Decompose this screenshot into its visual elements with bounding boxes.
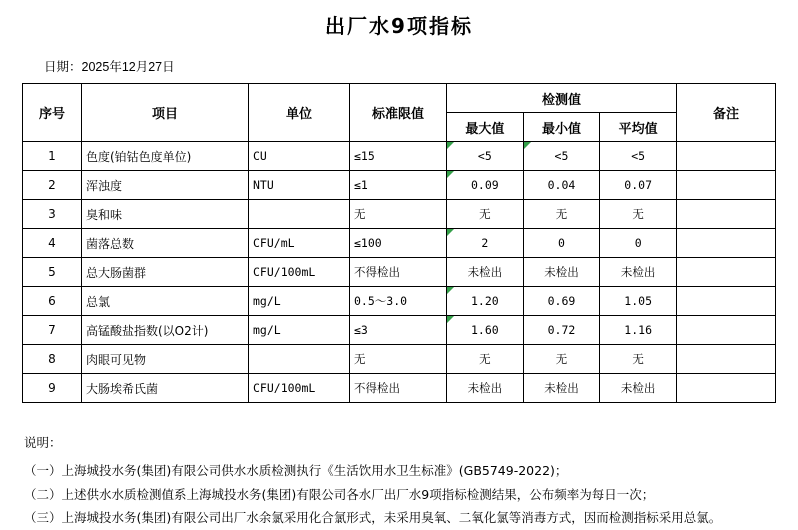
page-title: 出厂水9项指标 [325,14,473,38]
cell-avg: 无 [600,200,677,229]
cell-item: 色度(铂钴色度单位) [82,142,249,171]
cell-avg: 1.16 [600,316,677,345]
cell-min: 未检出 [523,374,600,403]
table-row [23,345,776,374]
cell-avg: 0 [600,229,677,258]
table-head [23,84,776,142]
cell-seq: 4 [23,229,82,258]
cell-seq: 3 [23,200,82,229]
indicators-table-wrapper [22,83,776,403]
cell-min: 0.69 [523,287,600,316]
cell-min: 0.72 [523,316,600,345]
cell-note [677,316,776,345]
cell-max: <5 [447,142,524,171]
indicators-table [22,83,776,403]
cell-min: <5 [523,142,600,171]
cell-item: 总大肠菌群 [82,258,249,287]
header-max: 最大值 [447,113,524,142]
table-body [23,142,776,403]
cell-limit: ≤1 [350,171,447,200]
cell-note [677,345,776,374]
cell-limit: 不得检出 [350,258,447,287]
table-header-row-1 [23,84,776,113]
cell-note [677,229,776,258]
header-limit: 标准限值 [350,84,447,142]
report-date-value: 2025年12月27日 [81,60,175,74]
cell-item: 臭和味 [82,200,249,229]
cell-limit: ≤15 [350,142,447,171]
notes-title: 说明： [24,435,62,450]
table-row [23,171,776,200]
cell-avg: 1.05 [600,287,677,316]
header-avg: 平均值 [600,113,677,142]
cell-limit: 0.5～3.0 [350,287,447,316]
cell-seq: 8 [23,345,82,374]
cell-max: 1.20 [447,287,524,316]
cell-avg: <5 [600,142,677,171]
table-row [23,229,776,258]
cell-max: 1.60 [447,316,524,345]
cell-note [677,171,776,200]
table-row [23,258,776,287]
cell-limit: 无 [350,200,447,229]
cell-unit: CFU/100mL [249,374,350,403]
cell-avg: 0.07 [600,171,677,200]
cell-limit: ≤3 [350,316,447,345]
header-note: 备注 [677,84,776,142]
header-item: 项目 [82,84,249,142]
cell-max: 0.09 [447,171,524,200]
table-row [23,374,776,403]
cell-min: 无 [523,200,600,229]
header-unit: 单位 [249,84,350,142]
cell-min: 0.04 [523,171,600,200]
notes-section [24,431,798,530]
cell-unit [249,345,350,374]
cell-limit: 不得检出 [350,374,447,403]
cell-max: 未检出 [447,258,524,287]
table-row [23,200,776,229]
cell-item: 高锰酸盐指数(以O2计) [82,316,249,345]
cell-max: 无 [447,345,524,374]
cell-note [677,258,776,287]
cell-seq: 9 [23,374,82,403]
cell-seq: 1 [23,142,82,171]
table-row [23,287,776,316]
note-line: （二）上述供水水质检测值系上海城投水务(集团)有限公司各水厂出厂水9项指标检测结果，公布频率为每日一次； [24,486,655,502]
cell-unit: CFU/mL [249,229,350,258]
cell-min: 0 [523,229,600,258]
table-row [23,142,776,171]
cell-unit: NTU [249,171,350,200]
note-line: （三）上海城投水务(集团)有限公司出厂水余氯采用化合氯形式，未采用臭氧、二氧化氯等消毒方式，因而检测指标采用总氯。 [24,510,722,526]
cell-seq: 5 [23,258,82,287]
cell-unit: mg/L [249,287,350,316]
cell-min: 未检出 [523,258,600,287]
cell-note [677,374,776,403]
cell-seq: 7 [23,316,82,345]
cell-item: 总氯 [82,287,249,316]
cell-min: 无 [523,345,600,374]
cell-item: 大肠埃希氏菌 [82,374,249,403]
cell-seq: 6 [23,287,82,316]
cell-max: 未检出 [447,374,524,403]
cell-unit: CU [249,142,350,171]
cell-max: 2 [447,229,524,258]
header-seq: 序号 [23,84,82,142]
cell-note [677,200,776,229]
cell-note [677,142,776,171]
cell-seq: 2 [23,171,82,200]
cell-unit [249,200,350,229]
cell-item: 浑浊度 [82,171,249,200]
cell-limit: 无 [350,345,447,374]
cell-limit: ≤100 [350,229,447,258]
table-row [23,316,776,345]
header-measured-group: 检测值 [447,84,677,113]
report-date [44,57,798,75]
cell-max: 无 [447,200,524,229]
cell-unit: mg/L [249,316,350,345]
cell-item: 肉眼可见物 [82,345,249,374]
header-min: 最小值 [523,113,600,142]
report-date-label: 日期： [44,60,82,74]
cell-item: 菌落总数 [82,229,249,258]
cell-avg: 未检出 [600,374,677,403]
note-line: （一）上海城投水务(集团)有限公司供水水质检测执行《生活饮用水卫生标准》(GB5749-2022)； [24,462,568,478]
cell-avg: 未检出 [600,258,677,287]
cell-note [677,287,776,316]
notes-lines [24,459,798,530]
cell-unit: CFU/100mL [249,258,350,287]
cell-avg: 无 [600,345,677,374]
